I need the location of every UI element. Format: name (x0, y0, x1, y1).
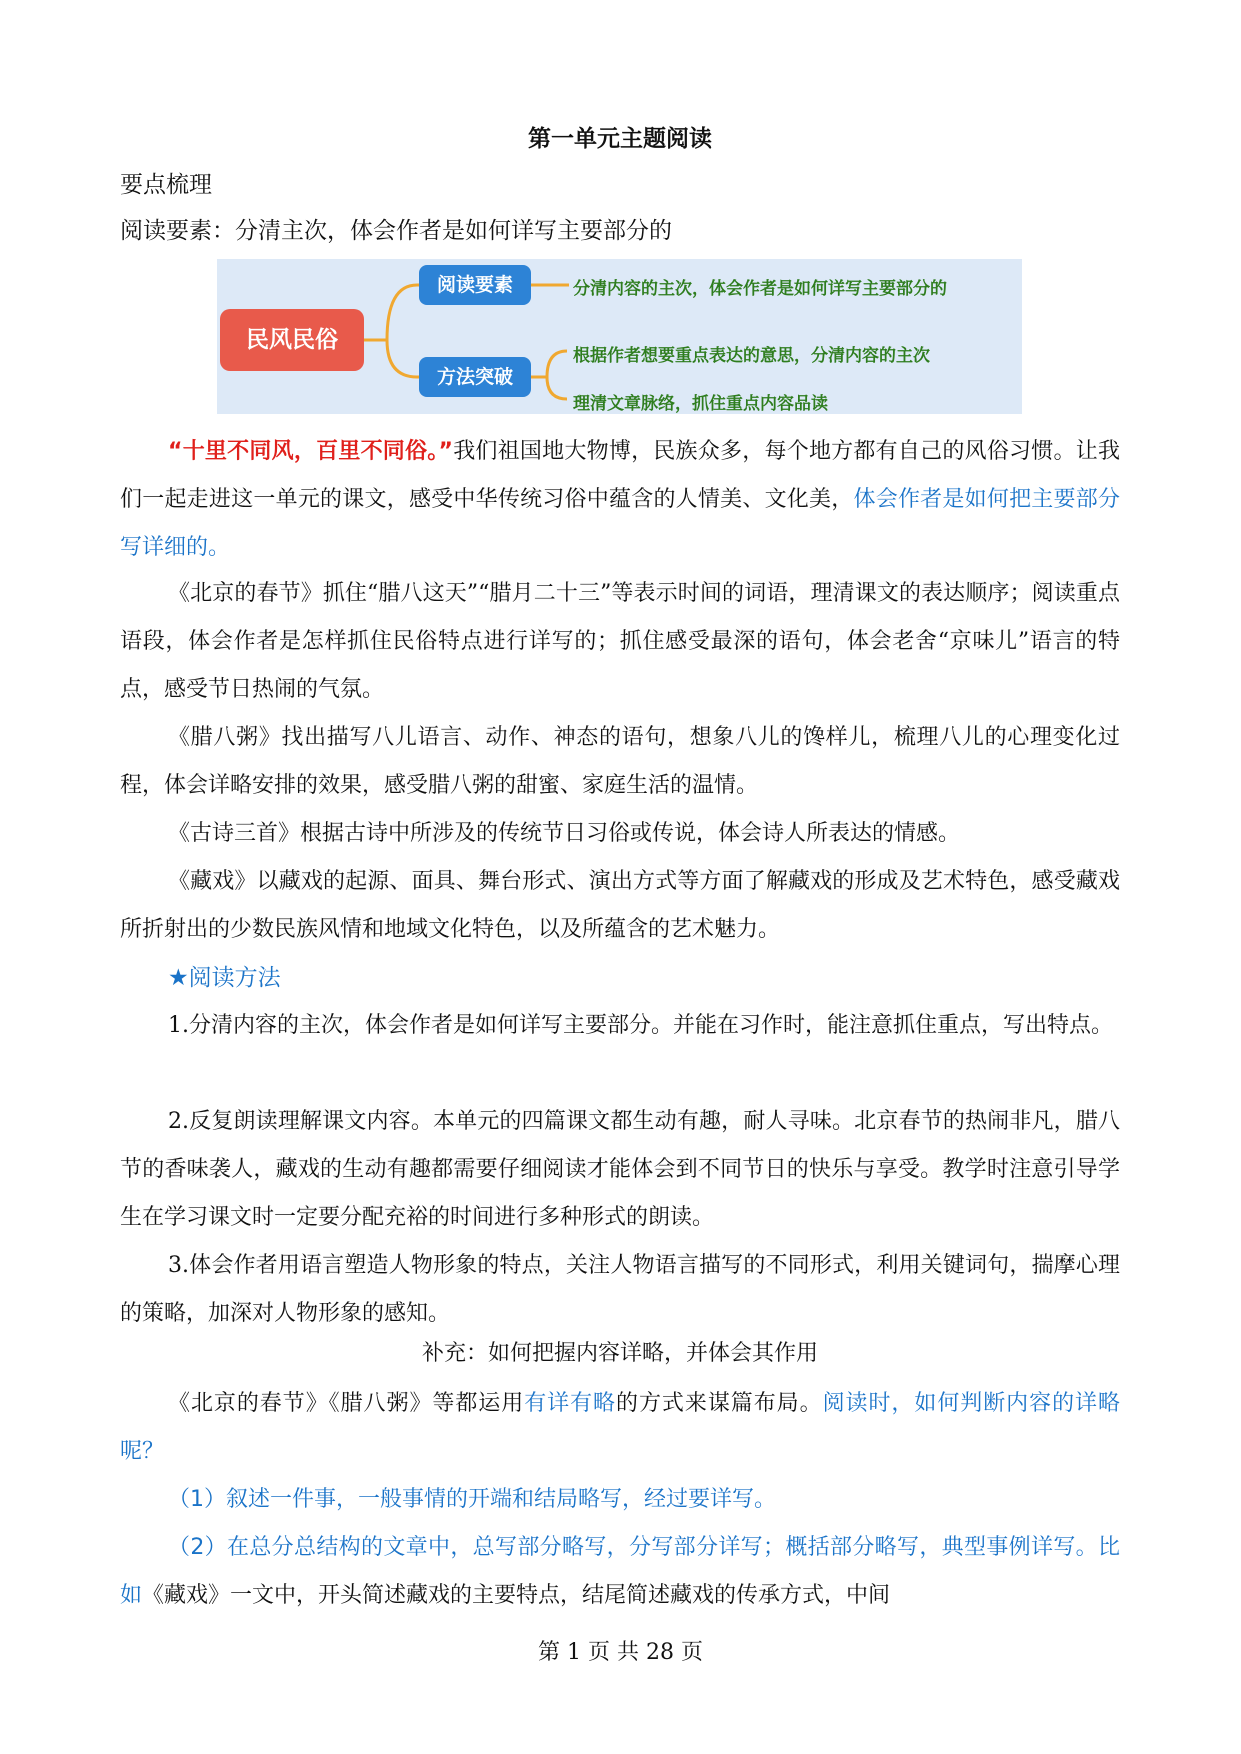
mind-map-branch-method: 方法突破 (419, 357, 531, 397)
page-footer: 第 1 页 共 28 页 (538, 1640, 703, 1665)
method-item-3: 3.体会作者用语言塑造人物形象的特点，关注人物语言描写的不同形式，利用关键词句，揣摩心理的策略，加深对人物形象的感知。 (120, 1253, 1120, 1326)
supplement-paragraph (120, 1380, 1120, 1476)
section-heading-key-points: 要点梳理 (120, 172, 212, 198)
reading-element-heading: 阅读要素：分清主次，体会作者是如何详写主要部分的 (120, 218, 672, 244)
supplement-highlight: 有详有略 (524, 1391, 617, 1416)
supplement-point-2-text: 《藏戏》一文中，开头简述藏戏的主要特点，结尾简述藏戏的传承方式，中间 (142, 1583, 891, 1608)
supplement-point-2-highlight: （2）在总分总结构的文章中，总写部分略写，分写部分详写；概括部分略写，典型事例详写。比如 (120, 1535, 1120, 1608)
supplement-text: 《北京的春节》《腊八粥》等都运用 (168, 1391, 525, 1416)
supplement-question: 阅读时，如何判断内容的详略呢？ (120, 1391, 1120, 1464)
supplement-text: 的方式来谋篇布局。 (616, 1391, 823, 1416)
paragraph-laba-porridge: 《腊八粥》找出描写八儿语言、动作、神态的语句，想象八儿的馋样儿，梳理八儿的心理变化过程，体会详略安排的效果，感受腊八粥的甜蜜、家庭生活的温情。 (120, 725, 1120, 798)
method-item-1: 1.分清内容的主次，体会作者是如何详写主要部分。并能在习作时，能注意抓住重点，写出特点。 (168, 1013, 1113, 1038)
intro-quote: “十里不同风，百里不同俗。” (168, 439, 453, 464)
supplement-point-2 (120, 1524, 1120, 1620)
method-item-2: 2.反复朗读理解课文内容。本单元的四篇课文都生动有趣，耐人寻味。北京春节的热闹非凡，腊八节的香味袭人，藏戏的生动有趣都需要仔细阅读才能体会到不同节日的快乐与享受。教学时注意引导学生在学习课文时一定要分配充裕的时间进行多种形式的朗读。 (120, 1109, 1120, 1230)
intro-text: 我们祖国地大物博，民族众多，每个地方都有自己的风俗习惯。让我们一起走进这一单元的课文，感受中华传统习俗中蕴含的人情美、文化美， (120, 439, 1120, 512)
supplement-heading: 补充：如何把握内容详略，并体会其作用 (421, 1341, 818, 1366)
mind-map-branch-reading-element: 阅读要素 (419, 265, 531, 305)
mind-map-leaf: 分清内容的主次，体会作者是如何详写主要部分的 (573, 279, 947, 299)
intro-paragraph (120, 428, 1120, 572)
intro-highlight: 体会作者是如何把主要部分写详细的。 (120, 487, 1120, 560)
mind-map-leaf: 根据作者想要重点表达的意思，分清内容的主次 (573, 346, 930, 366)
mind-map-leaf: 理清文章脉络，抓住重点内容品读 (573, 394, 828, 414)
mind-map (217, 259, 1022, 414)
paragraph-beijing-spring-festival: 《北京的春节》抓住“腊八这天”“腊月二十三”等表示时间的词语，理清课文的表达顺序；阅读重点语段，体会作者是怎样抓住民俗特点进行详写的；抓住感受最深的语句，体会老舍“京味儿”语言的特点，感受节日热闹的气氛。 (120, 581, 1120, 702)
supplement-point-1: （1）叙述一件事，一般事情的开端和结局略写，经过要详写。 (168, 1487, 776, 1512)
reading-method-heading: ★阅读方法 (168, 965, 281, 991)
paragraph-three-poems: 《古诗三首》根据古诗中所涉及的传统节日习俗或传说，体会诗人所表达的情感。 (168, 821, 961, 846)
page-title: 第一单元主题阅读 (528, 126, 712, 152)
mind-map-root: 民风民俗 (220, 309, 364, 371)
paragraph-tibetan-opera: 《藏戏》以藏戏的起源、面具、舞台形式、演出方式等方面了解藏戏的形成及艺术特色，感受藏戏所折射出的少数民族风情和地域文化特色，以及所蕴含的艺术魅力。 (120, 869, 1120, 942)
